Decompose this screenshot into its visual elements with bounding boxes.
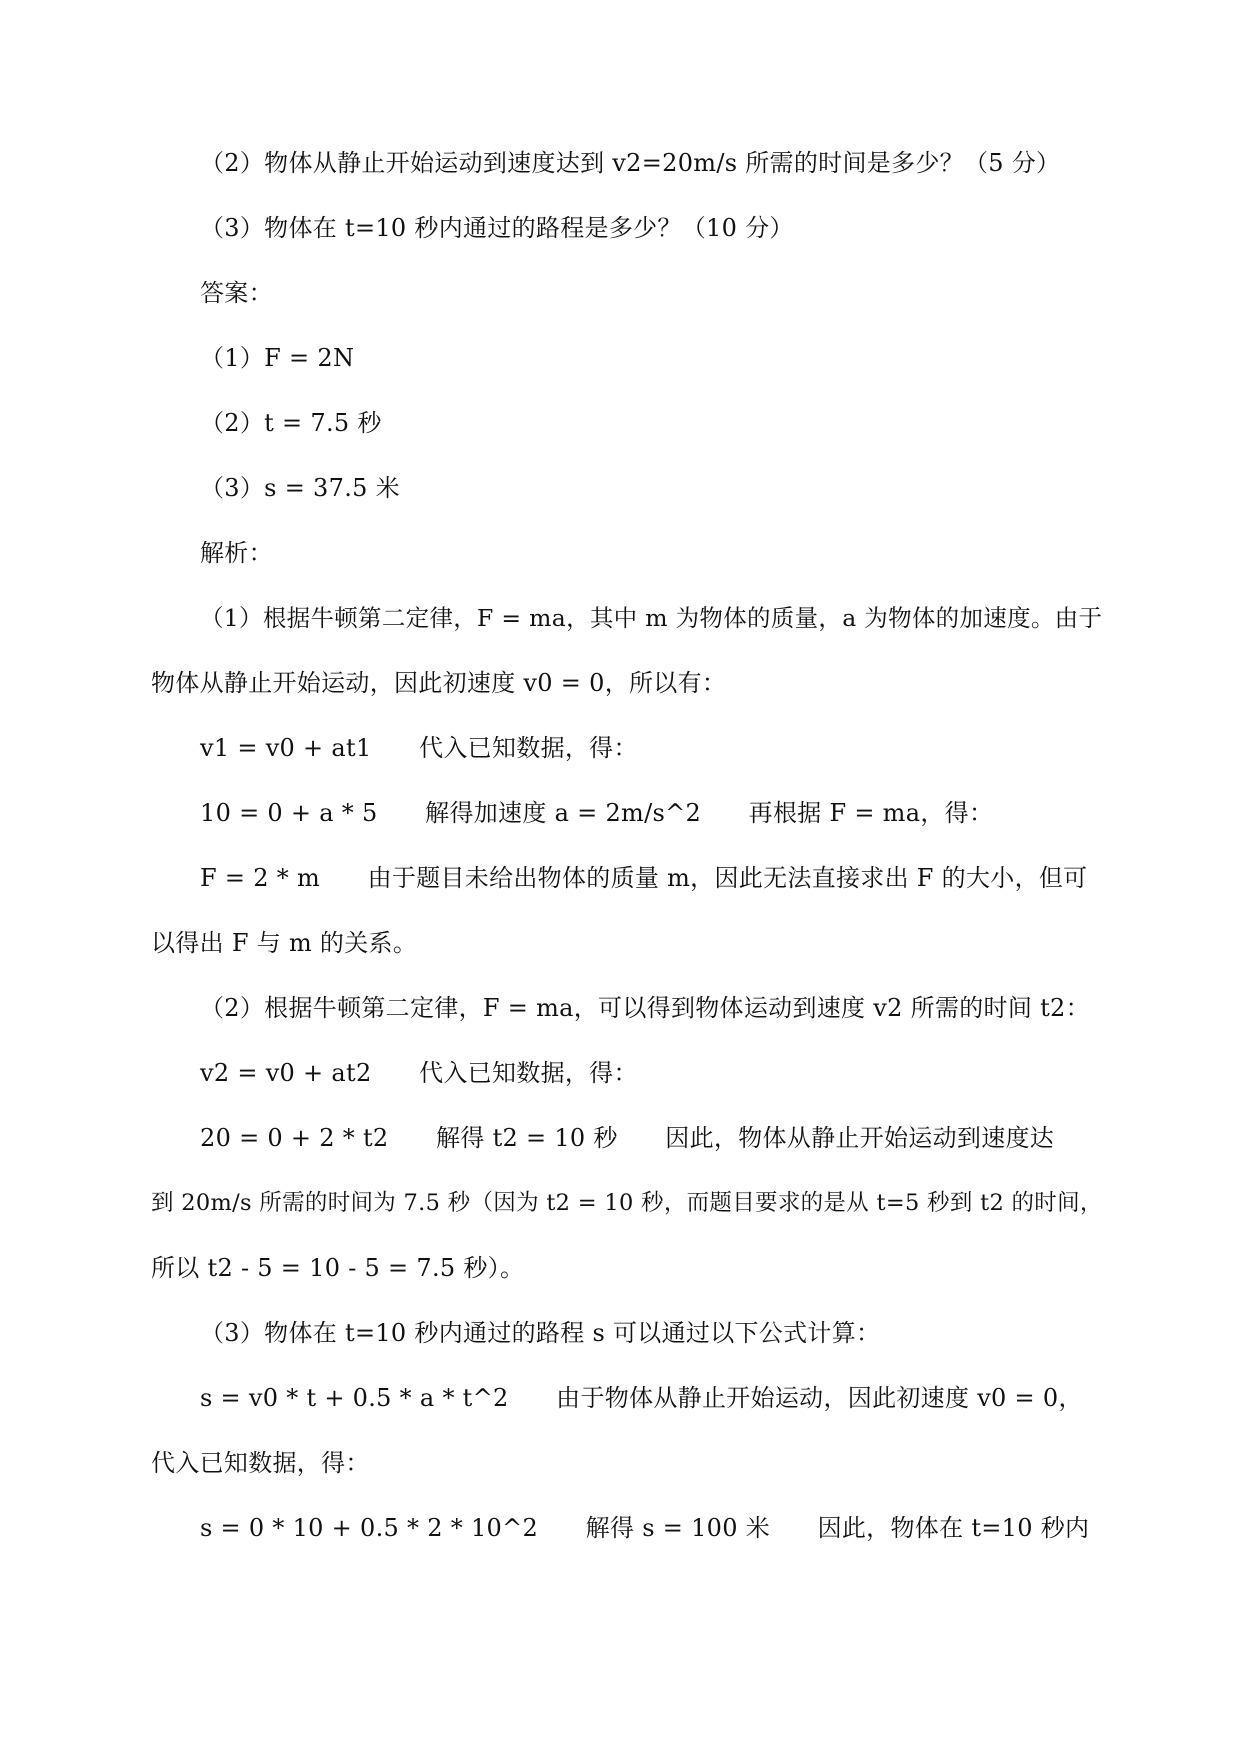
- paragraph-line: 到 20m/s 所需的时间为 7.5 秒（因为 t2 = 10 秒，而题目要求的是从 t=5 秒到 t2 的时间，: [151, 1190, 1103, 1216]
- paragraph-line: 代入已知数据，得：: [151, 1449, 370, 1477]
- question-3-line: （3）物体在 t=10 秒内通过的路程是多少？（10 分）: [200, 214, 794, 242]
- formula-line: v2 = v0 + at2 代入已知数据，得：: [200, 1059, 638, 1087]
- answer-2-line: （2）t = 7.5 秒: [200, 409, 382, 437]
- analysis-1-line-1: （1）根据牛顿第二定律，F = ma，其中 m 为物体的质量，a 为物体的加速度。由于: [200, 604, 1103, 632]
- answer-3-line: （3）s = 37.5 米: [200, 474, 400, 502]
- formula-line: s = 0 * 10 + 0.5 * 2 * 10^2 解得 s = 100 米 因此，物体在 t=10 秒内: [200, 1514, 1090, 1542]
- paragraph-line: 所以 t2 - 5 = 10 - 5 = 7.5 秒）。: [151, 1254, 525, 1282]
- question-2-line: （2）物体从静止开始运动到速度达到 v2=20m/s 所需的时间是多少？（5 分）: [200, 149, 1061, 177]
- analysis-1-line-2: 物体从静止开始运动，因此初速度 v0 = 0，所以有：: [151, 669, 727, 697]
- formula-line: v1 = v0 + at1 代入已知数据，得：: [200, 734, 638, 762]
- analysis-3-line: （3）物体在 t=10 秒内通过的路程 s 可以通过以下公式计算：: [200, 1319, 881, 1347]
- formula-line: 20 = 0 + 2 * t2 解得 t2 = 10 秒 因此，物体从静止开始运动到速度达: [200, 1124, 1055, 1152]
- formula-line: s = v0 * t + 0.5 * a * t^2 由于物体从静止开始运动，因此初速度 v0 = 0，: [200, 1384, 1083, 1412]
- analysis-2-line: （2）根据牛顿第二定律，F = ma，可以得到物体运动到速度 v2 所需的时间 t2：: [200, 994, 1090, 1022]
- analysis-heading: 解析：: [200, 539, 273, 567]
- formula-line: F = 2 * m 由于题目未给出物体的质量 m，因此无法直接求出 F 的大小，但可: [200, 864, 1088, 892]
- answer-1-line: （1）F = 2N: [200, 344, 355, 372]
- answer-heading: 答案：: [200, 279, 273, 307]
- paragraph-line: 以得出 F 与 m 的关系。: [151, 929, 418, 957]
- formula-line: 10 = 0 + a * 5 解得加速度 a = 2m/s^2 再根据 F = ma，得：: [200, 799, 994, 827]
